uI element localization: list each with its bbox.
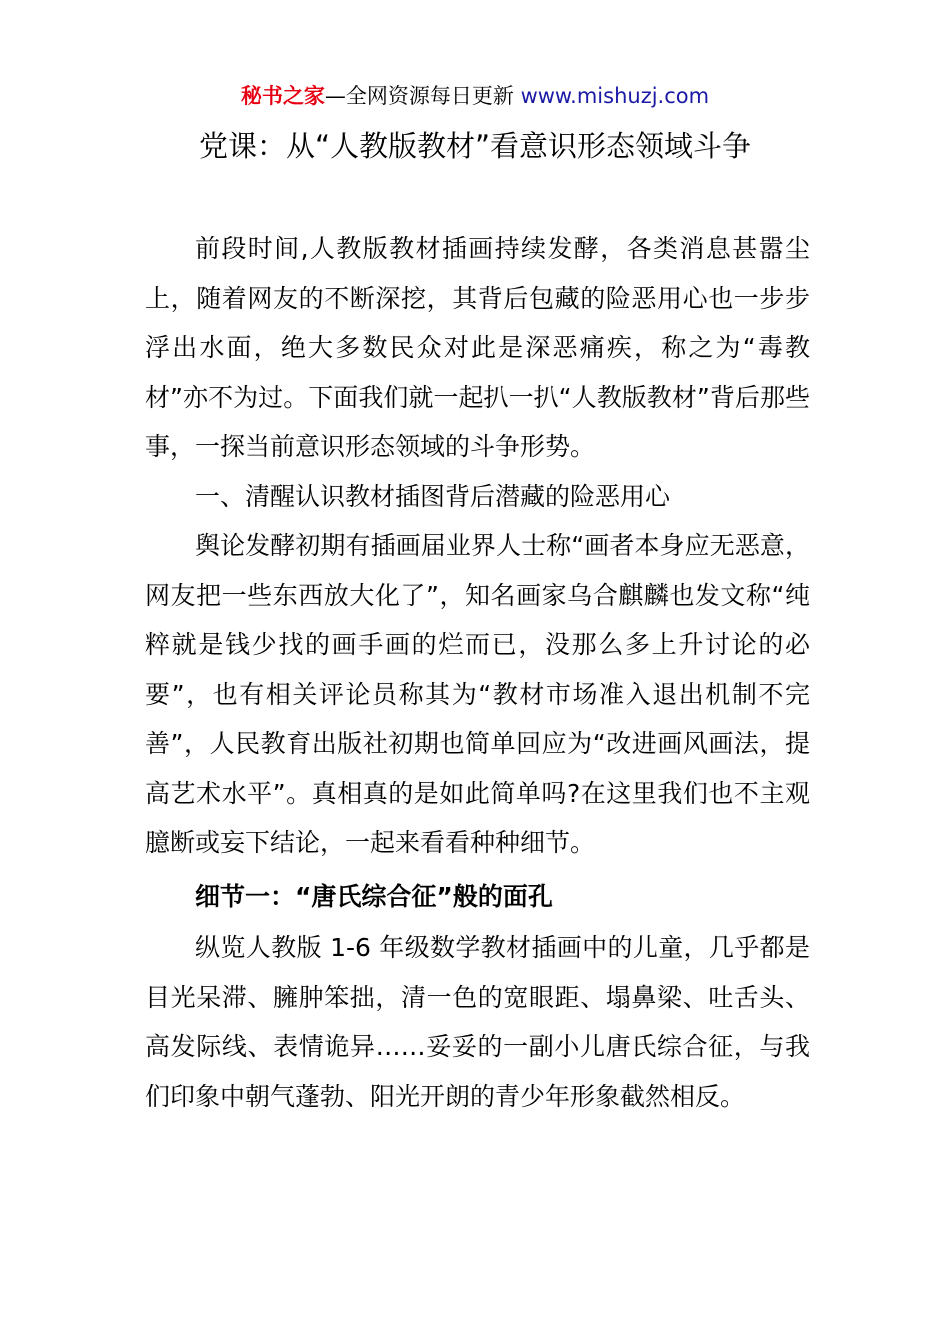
document-body xyxy=(145,224,810,1121)
document-title: 党课：从“人教版教材”看意识形态领域斗争 xyxy=(198,129,752,163)
site-brand: 秘书之家 xyxy=(240,84,325,108)
site-url[interactable]: www.mishuzj.com xyxy=(520,84,710,108)
site-tagline: —全网资源每日更新 xyxy=(324,84,521,108)
detail-heading: 细节一：“唐氏综合征”般的面孔 xyxy=(195,881,553,911)
paragraph-detail-one: 纵览人教版 1-6 年级数学教材插画中的儿童，几乎都是目光呆滞、臃肿笨拙，清一色的宽眼距、塌鼻梁、吐舌头、高发际线、表情诡异……妥妥的一副小儿唐氏综合征，与我们印象中朝气蓬勃、阳光开朗的青少年形象截然相反。 xyxy=(145,933,810,1111)
section-heading: 一、清醒认识教材插图背后潜藏的险恶用心 xyxy=(195,481,671,511)
site-header xyxy=(0,80,950,112)
paragraph-intro: 前段时间,人教版教材插画持续发酵，各类消息甚嚣尘上，随着网友的不断深挖，其背后包藏的险恶用心也一步步浮出水面，绝大多数民众对此是深恶痛疾，称之为“毒教材”亦不为过。下面我们就一起扒一扒“人教版教材”背后那些事，一探当前意识形态领域的斗争形势。 xyxy=(145,234,810,461)
paragraph-opinions: 舆论发酵初期有插画届业界人士称“画者本身应无恶意，网友把一些东西放大化了”，知名画家乌合麒麟也发文称“纯粹就是钱少找的画手画的烂而已，没那么多上升讨论的必要”，也有相关评论员称其为“教材市场准入退出机制不完善”，人民教育出版社初期也简单回应为“改进画风画法，提高艺术水平”。真相真的是如此简单吗?在这里我们也不主观臆断或妄下结论，一起来看看种种细节。 xyxy=(145,531,810,857)
